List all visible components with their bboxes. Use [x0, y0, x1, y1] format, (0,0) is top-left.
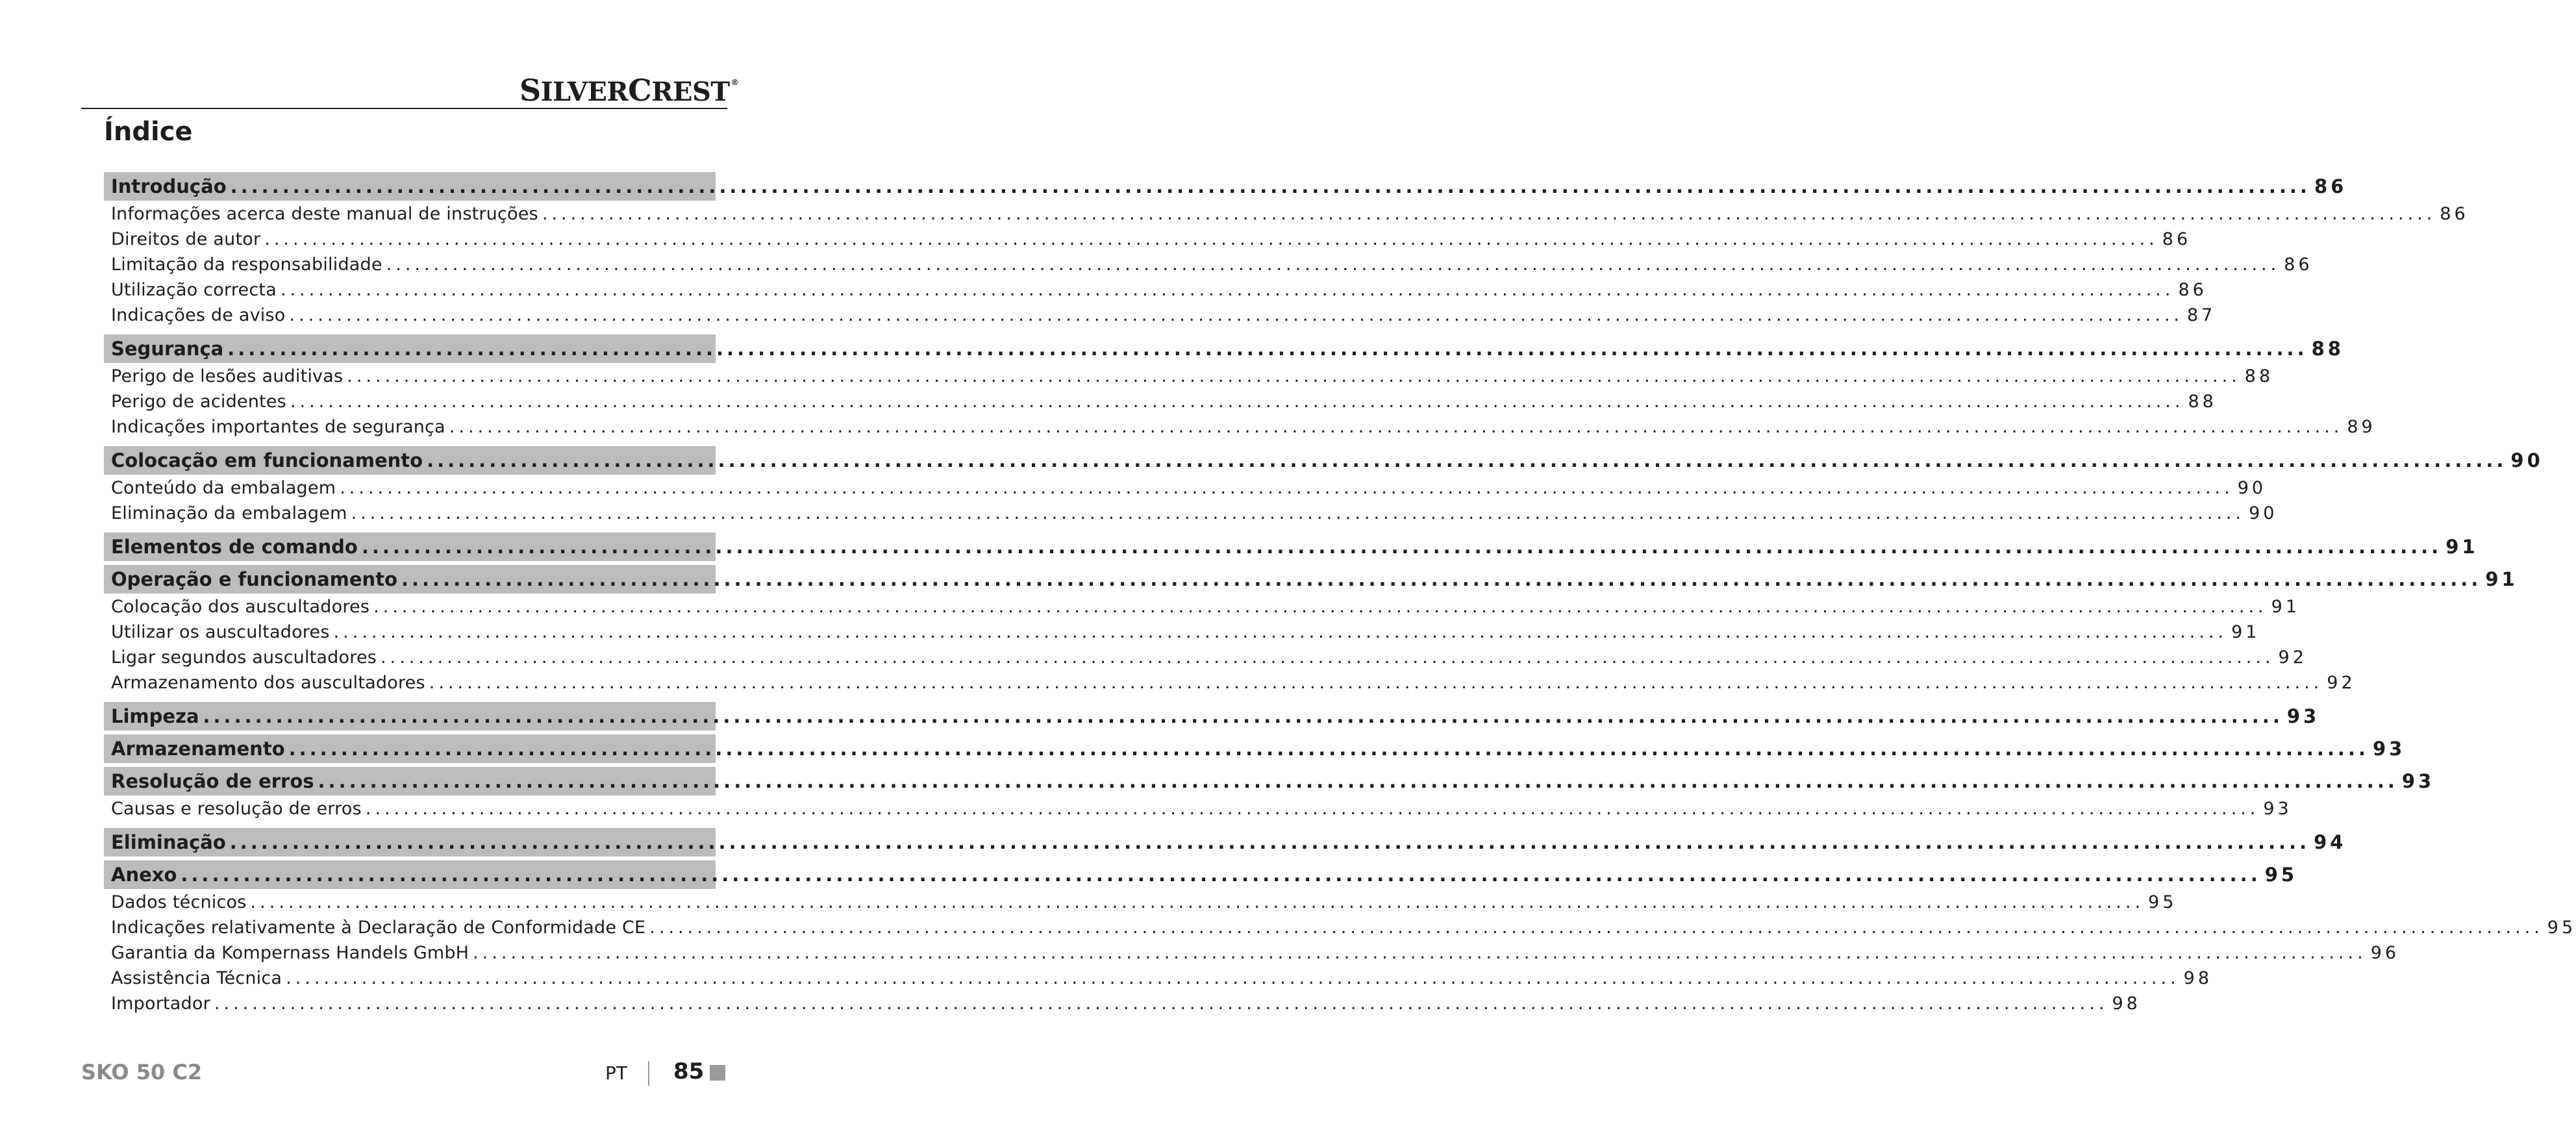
toc-entry-row	[104, 478, 2267, 503]
toc-label: Resolução de erros	[111, 770, 314, 792]
brand-word-rest: REST	[651, 77, 730, 107]
toc-leader-dots: ........................................................................................................................................................................................................	[264, 229, 2158, 249]
toc-label: Perigo de acidentes	[111, 392, 286, 412]
toc-entry-row	[104, 799, 2292, 824]
toc-label: Causas e resolução de erros	[111, 799, 362, 819]
toc-leader-dots: ........................................................................................................................................................................................................	[227, 338, 2308, 360]
toc-page-number: 89	[2347, 417, 2376, 437]
toc-label: Assistência Técnica	[111, 968, 282, 988]
toc-section-row	[104, 532, 2479, 561]
page-title: Índice	[104, 117, 193, 147]
toc-page-number: 93	[2372, 738, 2406, 760]
toc-entry-row	[104, 994, 2141, 1019]
toc-label: Indicações importantes de segurança	[111, 417, 445, 437]
toc-entry-row	[104, 392, 2217, 417]
toc-leader-dots: ........................................................................................................................................................................................................	[340, 478, 2234, 498]
footer-square-marker	[710, 1065, 725, 1081]
footer-page-number: 85	[673, 1058, 705, 1084]
toc-label: Indicações relativamente à Declaração de Conformidade CE	[111, 918, 646, 938]
toc-page-number: 90	[2249, 503, 2278, 523]
toc-page-number: 98	[2183, 968, 2212, 988]
toc-page-number: 93	[2401, 770, 2435, 792]
toc-entry-row	[104, 305, 2216, 331]
toc-leader-dots: ........................................................................................................................................................................................................	[318, 770, 2398, 792]
toc-label: Eliminação	[111, 831, 226, 853]
toc-entry-row	[104, 892, 2177, 918]
toc-leader-dots: ........................................................................................................................................................................................................	[427, 449, 2507, 471]
toc-page-number: 90	[2237, 478, 2267, 498]
toc-page-number: 98	[2112, 994, 2141, 1014]
toc-leader-dots: ........................................................................................................................................................................................................	[230, 175, 2310, 197]
toc-label: Ligar segundos auscultadores	[111, 647, 377, 668]
brand-logo	[519, 73, 739, 108]
header-rule	[81, 108, 727, 109]
toc-page-number: 96	[2370, 943, 2400, 963]
toc-page-number: 88	[2244, 366, 2274, 386]
toc-page-number: 86	[2178, 280, 2207, 300]
toc-leader-dots: ........................................................................................................................................................................................................	[542, 204, 2436, 224]
toc-leader-dots: ........................................................................................................................................................................................................	[288, 738, 2369, 760]
toc-label: Indicações de aviso	[111, 305, 286, 325]
toc-page-number: 95	[2148, 892, 2177, 912]
toc-label: Elementos de comando	[111, 536, 358, 558]
toc-page-number: 87	[2187, 305, 2216, 325]
toc-label: Utilização correcta	[111, 280, 277, 300]
toc-leader-dots: ........................................................................................................................................................................................................	[373, 597, 2268, 617]
toc-label: Perigo de lesões auditivas	[111, 366, 344, 386]
toc-page-number: 95	[2264, 864, 2298, 886]
toc-leader-dots: ........................................................................................................................................................................................................	[649, 918, 2544, 938]
toc-page-number: 88	[2311, 338, 2344, 360]
table-of-contents	[104, 168, 2576, 1019]
toc-page-number: 88	[2188, 392, 2217, 412]
toc-leader-dots: ........................................................................................................................................................................................................	[181, 864, 2261, 886]
toc-section-row	[104, 702, 2320, 731]
toc-page-number: 86	[2284, 255, 2313, 275]
toc-entry-row	[104, 673, 2356, 698]
toc-section-row	[104, 734, 2406, 763]
toc-leader-dots: ........................................................................................................................................................................................................	[386, 255, 2281, 275]
toc-leader-dots: ........................................................................................................................................................................................................	[280, 280, 2175, 300]
toc-entry-row	[104, 943, 2400, 968]
toc-entry-row	[104, 918, 2576, 943]
toc-leader-dots: ........................................................................................................................................................................................................	[229, 831, 2310, 853]
toc-entry-row	[104, 597, 2301, 622]
toc-page-number: 86	[2314, 175, 2347, 197]
footer-separator	[648, 1061, 649, 1086]
toc-label: Limitação da responsabilidade	[111, 255, 382, 275]
brand-initial-c: C	[628, 73, 652, 108]
toc-label: Garantia da Kompernass Handels GmbH	[111, 943, 469, 963]
toc-page-number: 93	[2263, 799, 2292, 819]
toc-entry-row	[104, 503, 2278, 529]
toc-section-row	[104, 767, 2435, 795]
toc-leader-dots: ........................................................................................................................................................................................................	[290, 392, 2184, 412]
brand-word-ilver: ILVER	[540, 77, 629, 107]
toc-label: Colocação em funcionamento	[111, 449, 423, 471]
toc-leader-dots: ........................................................................................................................................................................................................	[289, 305, 2183, 325]
toc-label: Dados técnicos	[111, 892, 247, 912]
toc-leader-dots: ........................................................................................................................................................................................................	[347, 366, 2241, 386]
toc-leader-dots: ........................................................................................................................................................................................................	[361, 536, 2442, 558]
toc-leader-dots: ........................................................................................................................................................................................................	[286, 968, 2180, 988]
toc-leader-dots: ........................................................................................................................................................................................................	[250, 892, 2145, 912]
toc-page-number: 95	[2547, 918, 2576, 938]
toc-page-number: 91	[2445, 536, 2479, 558]
toc-leader-dots: ........................................................................................................................................................................................................	[365, 799, 2260, 819]
toc-page-number: 93	[2286, 705, 2320, 727]
toc-label: Operação e funcionamento	[111, 568, 397, 590]
toc-section-row	[104, 172, 2347, 201]
toc-label: Utilizar os auscultadores	[111, 622, 330, 642]
toc-label: Armazenamento dos auscultadores	[111, 673, 425, 693]
toc-label: Introdução	[111, 175, 227, 197]
toc-leader-dots: ........................................................................................................................................................................................................	[214, 994, 2108, 1014]
toc-section-row	[104, 860, 2298, 889]
brand-initial-s: S	[519, 73, 541, 108]
toc-label: Segurança	[111, 338, 224, 360]
toc-page-number: 92	[2327, 673, 2356, 693]
toc-leader-dots: ........................................................................................................................................................................................................	[473, 943, 2367, 963]
toc-entry-row	[104, 280, 2207, 305]
toc-page-number: 91	[2485, 568, 2518, 590]
toc-section-row	[104, 334, 2344, 363]
toc-page-number: 94	[2314, 831, 2347, 853]
toc-page-number: 91	[2271, 597, 2301, 617]
toc-leader-dots: ........................................................................................................................................................................................................	[333, 622, 2228, 642]
toc-page-number: 91	[2231, 622, 2260, 642]
toc-page-number: 90	[2510, 449, 2544, 471]
toc-leader-dots: ........................................................................................................................................................................................................	[381, 647, 2275, 668]
toc-entry-row	[104, 204, 2469, 229]
registered-mark: ®	[731, 78, 739, 87]
toc-leader-dots: ........................................................................................................................................................................................................	[401, 568, 2482, 590]
toc-leader-dots: ........................................................................................................................................................................................................	[203, 705, 2283, 727]
toc-page-number: 86	[2162, 229, 2192, 249]
toc-entry-row	[104, 366, 2274, 392]
toc-label: Importador	[111, 994, 210, 1014]
toc-label: Eliminação da embalagem	[111, 503, 347, 523]
toc-section-row	[104, 565, 2518, 594]
toc-label: Conteúdo da embalagem	[111, 478, 336, 498]
toc-entry-row	[104, 255, 2313, 280]
footer-language: PT	[605, 1062, 627, 1084]
toc-label: Anexo	[111, 864, 177, 886]
toc-page-number: 92	[2278, 647, 2307, 668]
toc-label: Colocação dos auscultadores	[111, 597, 370, 617]
toc-page-number: 86	[2440, 204, 2469, 224]
toc-section-row	[104, 828, 2347, 857]
toc-label: Informações acerca deste manual de instruções	[111, 204, 538, 224]
toc-entry-row	[104, 229, 2192, 255]
footer-model: SKO 50 C2	[81, 1060, 203, 1084]
toc-label: Armazenamento	[111, 738, 285, 760]
toc-leader-dots: ........................................................................................................................................................................................................	[351, 503, 2245, 523]
toc-label: Limpeza	[111, 705, 199, 727]
toc-leader-dots: ........................................................................................................................................................................................................	[429, 673, 2323, 693]
toc-entry-row	[104, 622, 2260, 647]
toc-leader-dots: ........................................................................................................................................................................................................	[449, 417, 2344, 437]
toc-entry-row	[104, 968, 2212, 994]
toc-section-row	[104, 446, 2544, 475]
toc-entry-row	[104, 417, 2376, 442]
toc-entry-row	[104, 647, 2307, 673]
toc-label: Direitos de autor	[111, 229, 261, 249]
